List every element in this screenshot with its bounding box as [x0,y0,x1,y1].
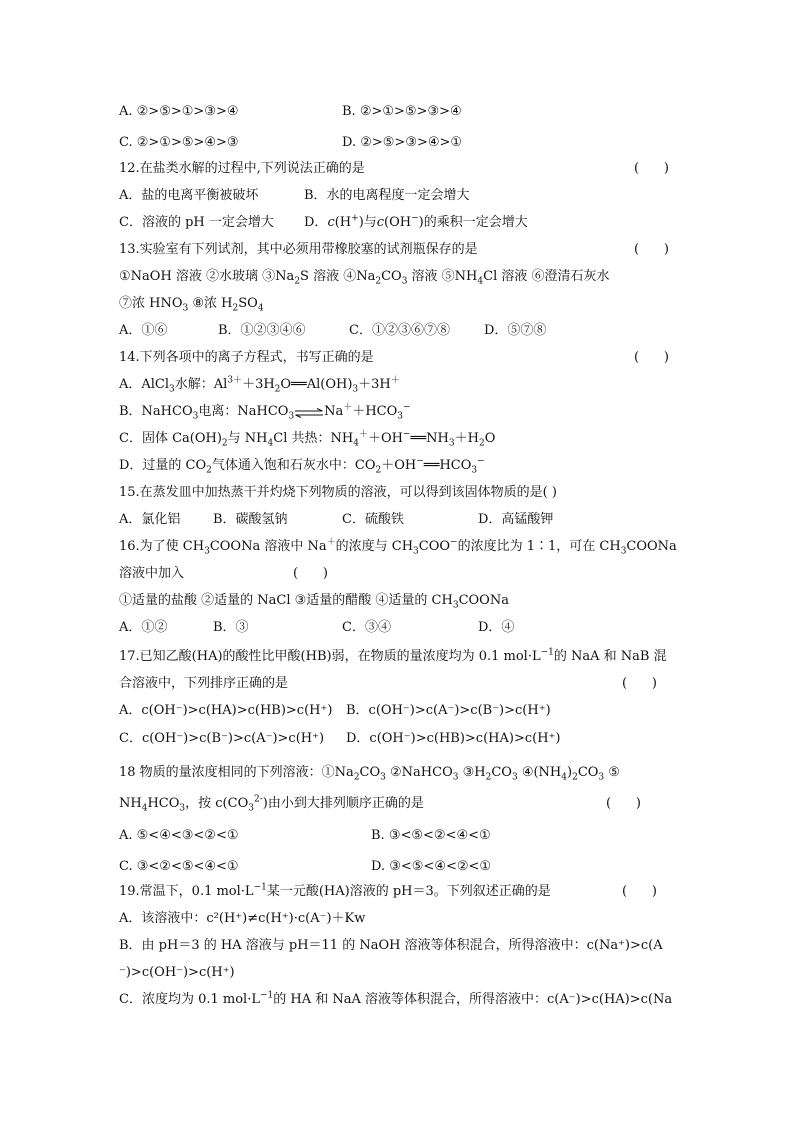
q17-option-c: C．c(OH⁻)>c(B⁻)>c(A⁻)>c(H⁺) [119,731,325,746]
q18-stem-line1: 18 物质的量浓度相同的下列溶液：$①Na_2CO_3$ ②NaHCO$_3$ $③H_2CO_3$ $④(NH_4)_2CO_3$ ⑤ [119,765,620,783]
q16-option-a: A．①② [119,620,168,635]
q19-answer-paren: ( ) [622,884,657,899]
q17-answer-paren: ( ) [622,676,657,691]
q13-reagents-line1: ①NaOH 溶液 ②水玻璃 $③Na_2S$ 溶液 $④Na_2CO_3$ 溶液 $⑤NH_4Cl$ 溶液 ⑥澄清石灰水 [119,269,610,287]
q14-stem: 14.下列各项中的离子方程式，书写正确的是 [119,350,374,365]
q13-option-d: D．⑤⑦⑧ [484,323,547,338]
q11-option-c: C. ②>①>⑤>④>③ [119,135,239,150]
q18-option-c: C. ③<②<⑤<④<① [119,859,239,874]
q18-answer-paren: ( ) [606,796,641,811]
q11-option-b: B. ②>①>⑤>③>④ [342,104,462,119]
q13-stem: 13.实验室有下列试剂，其中必须用带橡胶塞的试剂瓶保存的是 [119,242,478,257]
q11-option-a: A. ②>⑤>①>③>④ [119,104,239,119]
q17-option-a: A．c(OH⁻)>c(HA)>c(HB)>c(H⁺) [119,703,333,718]
q19-option-b-line2: ⁻)>c(OH⁻)>c(H⁺) [119,965,235,980]
q18-stem-line2: $NH_4HCO_3$，按 $c(CO_3^{2-})$由小到大排列顺序正确的是 [119,794,424,814]
q19-option-c-line1: C．浓度均为 0.1 $mol\cdot L^{-1}$的 HA 和 NaA 溶液等体积混合，所得溶液中：c(A⁻)>c(HA)>c(Na [119,990,673,1007]
q17-stem-line2: 合溶液中，下列排序正确的是 [119,676,289,691]
q17-option-b: B．c(OH⁻)>c(A⁻)>c(B⁻)>c(H⁺) [346,703,551,718]
q16-stem-line2: 溶液中加入 [119,566,185,581]
q12-option-a: A．盐的电离平衡被破坏 [119,188,259,203]
q12-stem: 12.在盐类水解的过程中,下列说法正确的是 [119,161,365,176]
q13-option-b: B．①②③④⑥ [218,323,306,338]
q17-stem-line1: 17.已知乙酸(HA)的酸性比甲酸(HB)弱，在物质的量浓度均为 0.1 $mol\cdot L^{-1}$的 NaA 和 NaB 混 [119,647,667,664]
q19-stem: 19.常温下，0.1 $mol\cdot L^{-1}$某一元酸(HA)溶液的 pH＝3。下列叙述正确的是 [119,882,551,899]
q14-option-a: A．AlCl$_3$水解：$Al^{3+}+3H_2O══Al(OH)_3+3H^+$ [119,375,400,395]
q15-option-b: B．碳酸氢钠 [213,512,288,527]
q14-answer-paren: ( ) [634,350,669,365]
q15-option-a: A．氯化铝 [119,512,181,527]
q16-stem-line1: 16.为了使 $CH_3COONa$ 溶液中 Na＋的浓度与 $CH_3COO^-$的浓度比为 1∶1，可在 $CH_3COONa$ [119,537,677,557]
q12-option-b: B．水的电离程度一定会增大 [304,188,470,203]
q16-option-d: D．④ [478,620,515,635]
q17-option-d: D．c(OH⁻)>c(HB)>c(HA)>c(H⁺) [346,731,561,746]
q18-option-b: B. ③<⑤<②<④<① [371,828,491,843]
q18-option-a: A. ⑤<④<③<②<① [119,828,239,843]
q18-option-d: D. ③<⑤<④<②<① [371,859,492,874]
q16-items: ①适量的盐酸 ②适量的 NaCl ③适量的醋酸 ④适量的 $CH_3COONa$ [119,593,509,611]
q19-option-a: A．该溶液中：c²(H⁺)≠c(H⁺)·c(A⁻)＋Kw [119,911,366,926]
q15-stem: 15.在蒸发皿中加热蒸干并灼烧下列物质的溶液，可以得到该固体物质的是( ) [119,485,557,500]
reversible-arrow-icon [294,407,324,417]
q13-reagents-line2: ⑦浓 $HNO_3$ ⑧浓 $H_2SO_4$ [119,296,264,314]
q16-option-b: B．③ [213,620,249,635]
q14-option-c: C．固体 $Ca(OH)_2$与 $NH_4Cl$ 共热：$NH_4^++OH^-══NH_3+H_2O$ [119,429,496,449]
q16-answer-paren: ( ) [293,566,328,581]
q19-option-b-line1: B．由 pH＝3 的 HA 溶液与 pH＝11 的 NaOH 溶液等体积混合，所得溶液中：c(Na⁺)>c(A [119,938,663,953]
q14-option-b: B．NaHCO$_3$电离：NaHCO$_3$ $Na^++HCO_3^-$ [119,402,411,422]
q12-answer-paren: ( ) [634,161,669,176]
q13-option-c: C．①②③⑥⑦⑧ [349,323,450,338]
q13-option-a: A．①⑥ [119,323,168,338]
q13-answer-paren: ( ) [634,242,669,257]
q16-option-c: C．③④ [342,620,391,635]
q15-option-d: D．高锰酸钾 [478,512,554,527]
q12-option-d: D．c(H+)与c(OH−)的乘积一定会增大 [304,213,528,230]
q14-option-d: D．过量的 $CO_2$气体通入饱和石灰水中：$CO_2+OH^-══HCO_3^-$ [119,456,485,476]
q12-option-c: C．溶液的 pH 一定会增大 [119,215,274,230]
q15-option-c: C．硫酸铁 [342,512,404,527]
q11-option-d: D. ②>⑤>③>④>① [342,135,463,150]
